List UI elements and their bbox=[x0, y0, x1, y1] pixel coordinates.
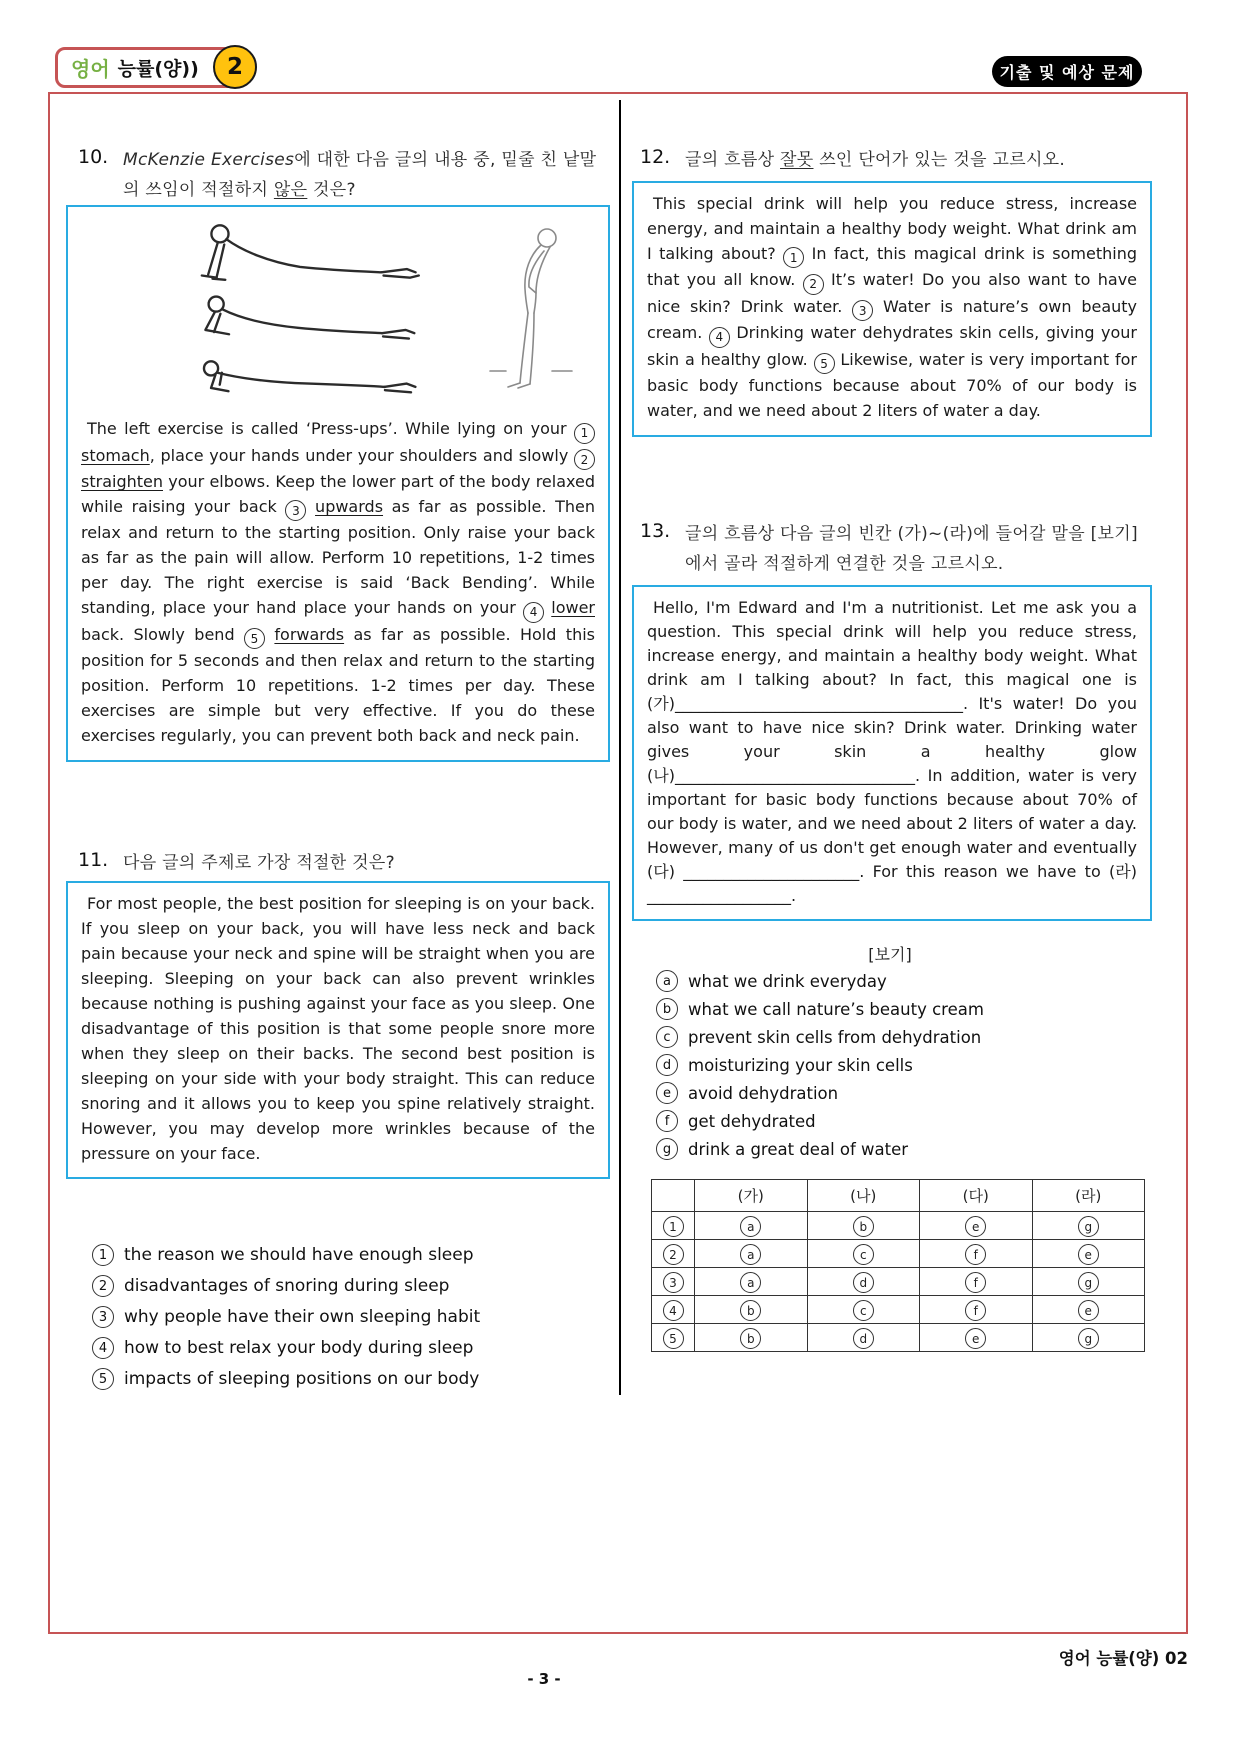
circled-marker: e bbox=[965, 1216, 986, 1237]
option-text: disadvantages of snoring during sleep bbox=[124, 1276, 450, 1296]
text-segment: straighten bbox=[81, 472, 163, 491]
circled-marker: g bbox=[1078, 1216, 1099, 1237]
circled-marker: 5 bbox=[663, 1328, 684, 1349]
table-cell bbox=[652, 1240, 695, 1268]
table-cell bbox=[920, 1268, 1033, 1296]
table-cell bbox=[1032, 1324, 1145, 1352]
circled-marker: b bbox=[853, 1216, 874, 1237]
question-13-number: 13. bbox=[640, 520, 671, 542]
table-cell bbox=[920, 1240, 1033, 1268]
text-segment: back. Slowly bend bbox=[81, 624, 244, 644]
circled-marker: 4 bbox=[709, 327, 730, 348]
option-item bbox=[656, 1082, 1148, 1104]
table-header-cell bbox=[652, 1180, 695, 1212]
circled-marker: d bbox=[853, 1272, 874, 1293]
table-cell bbox=[1032, 1240, 1145, 1268]
circled-marker: 1 bbox=[663, 1216, 684, 1237]
circled-marker: e bbox=[965, 1328, 986, 1349]
circled-marker: 3 bbox=[92, 1306, 114, 1328]
question-10-header bbox=[78, 146, 610, 206]
table-header-cell: (다) bbox=[920, 1180, 1033, 1212]
text-segment: lower bbox=[551, 598, 595, 618]
circled-marker: 1 bbox=[574, 423, 595, 444]
table-cell bbox=[807, 1268, 920, 1296]
circled-marker: b bbox=[656, 998, 678, 1020]
circled-marker: a bbox=[656, 970, 678, 992]
question-12-prompt bbox=[685, 146, 1065, 176]
table-cell bbox=[807, 1212, 920, 1240]
table-cell bbox=[807, 1296, 920, 1324]
text-segment: In fact, this magical drink is something that you all know. bbox=[647, 243, 1137, 290]
circled-marker: 3 bbox=[663, 1272, 684, 1293]
footer-book-label: 영어 능률(양) 02 bbox=[1058, 1649, 1188, 1668]
question-12-header bbox=[640, 146, 1150, 176]
question-11-passage-box bbox=[66, 881, 610, 1179]
question-11-passage: For most people, the best position for sleeping is on your back. If you sleep on your back, you will have less neck and back pain because your neck and spine will be straight when you are sleeping. Sleeping on your back can also prevent wrinkles because nothing is pushing against your face as you sleep. One disadvantage of this position is that some people snore more when they sleep on their backs. The second best position is sleeping on your side with your body straight. This can reduce snoring and it allows you to keep you spine relatively straight. However, you may develop more wrinkles because of the pressure on your face. bbox=[81, 894, 595, 1163]
option-text: impacts of sleeping positions on our body bbox=[124, 1369, 480, 1389]
question-10-passage-box bbox=[66, 205, 610, 762]
option-text: moisturizing your skin cells bbox=[688, 1055, 913, 1075]
table-cell bbox=[807, 1240, 920, 1268]
table-header-cell: (라) bbox=[1032, 1180, 1145, 1212]
circled-marker: e bbox=[1078, 1300, 1099, 1321]
circled-marker: f bbox=[656, 1110, 678, 1132]
circled-marker: f bbox=[965, 1300, 986, 1321]
table-cell bbox=[1032, 1296, 1145, 1324]
text-segment: 것은? bbox=[307, 179, 356, 200]
question-12-passage bbox=[634, 183, 1150, 435]
option-text: why people have their own sleeping habit bbox=[124, 1307, 481, 1327]
circled-marker: d bbox=[853, 1328, 874, 1349]
bogi-label: [보기] bbox=[868, 945, 912, 964]
table-cell bbox=[695, 1296, 808, 1324]
answer-table-wrap bbox=[651, 1179, 1145, 1352]
text-segment: Water is nature’s own beauty cream. bbox=[647, 296, 1138, 343]
text-segment: The left exercise is called ‘Press-ups’. While lying on your bbox=[87, 419, 574, 438]
circled-marker: f bbox=[965, 1244, 986, 1265]
circled-marker: g bbox=[1078, 1328, 1099, 1349]
option-item bbox=[656, 1138, 1148, 1160]
circled-marker: 4 bbox=[523, 602, 544, 623]
text-segment: , place your hands under your shoulders and slowly bbox=[149, 445, 574, 465]
question-11-prompt bbox=[123, 849, 395, 879]
table-row bbox=[652, 1324, 1145, 1352]
table-cell bbox=[920, 1212, 1033, 1240]
circled-marker: 5 bbox=[814, 353, 835, 374]
question-12-passage-box bbox=[632, 181, 1152, 437]
pressup-figure-middle bbox=[148, 289, 448, 345]
table-cell bbox=[652, 1212, 695, 1240]
table-cell bbox=[695, 1240, 808, 1268]
option-item bbox=[92, 1368, 607, 1390]
circled-marker: 2 bbox=[803, 274, 824, 295]
circled-marker: e bbox=[1078, 1244, 1099, 1265]
pressup-figures bbox=[148, 221, 448, 401]
table-cell bbox=[652, 1296, 695, 1324]
table-row bbox=[652, 1240, 1145, 1268]
question-10-passage bbox=[68, 408, 608, 760]
pressup-figure-prone bbox=[148, 351, 448, 401]
table-cell bbox=[695, 1212, 808, 1240]
text-segment: Likewise, water is very important for basic body functions because about 70% of our body is water, and we need about 2 liters of water a day. bbox=[647, 349, 1138, 421]
circled-marker: 1 bbox=[783, 247, 804, 268]
option-item bbox=[656, 1054, 1148, 1076]
text-segment bbox=[265, 625, 274, 644]
circled-marker: g bbox=[1078, 1272, 1099, 1293]
circled-marker: c bbox=[853, 1300, 874, 1321]
text-segment bbox=[306, 497, 315, 516]
text-segment: McKenzie Exercises bbox=[123, 150, 295, 170]
question-13-passage: Hello, I'm Edward and I'm a nutritionist. Let me ask you a question. This special drink will help you reduce stress, increase energy, and maintain a healthy body weight. What drink am I talking about? In fact, this magical one is (가)____________________________________. It's water! Do you also want to have nice skin? Drink water. Drinking water gives your skin a healthy glow (나)______________________________. In addition, water is very important for basic body functions because about 70% of our body is water, and we need about 2 liters of water a day. However, many of us don't get enough water and eventually (다) ______________________. For this reason we have to (라) __________________. bbox=[647, 598, 1137, 905]
round-number-badge: 2 bbox=[213, 45, 257, 89]
circled-marker: b bbox=[740, 1328, 761, 1349]
table-cell bbox=[652, 1268, 695, 1296]
table-cell bbox=[1032, 1212, 1145, 1240]
back-bending-figure bbox=[484, 221, 579, 406]
circled-marker: 2 bbox=[663, 1244, 684, 1265]
page-number: - 3 - bbox=[527, 1670, 561, 1688]
text-segment: 에 대한 다음 글의 내용 중, 밑줄 친 낱말의 쓰임이 적절하지 bbox=[123, 150, 597, 200]
option-text: drink a great deal of water bbox=[688, 1139, 909, 1159]
question-10-prompt bbox=[123, 146, 610, 206]
text-segment: your elbows. Keep the lower part of the body relaxed while raising your back bbox=[81, 472, 595, 516]
text-segment: 잘못 bbox=[780, 150, 814, 170]
text-segment: upwards bbox=[315, 496, 384, 516]
circled-marker: c bbox=[656, 1026, 678, 1048]
question-13-passage-box bbox=[632, 585, 1152, 921]
circled-marker: a bbox=[740, 1272, 761, 1293]
option-item bbox=[656, 970, 1148, 992]
table-row bbox=[652, 1268, 1145, 1296]
text-segment: 글의 흐름상 bbox=[685, 150, 781, 170]
circled-marker: e bbox=[656, 1082, 678, 1104]
table-cell bbox=[1032, 1268, 1145, 1296]
table-row bbox=[652, 1296, 1145, 1324]
text-segment: 쓰인 단어가 있는 것을 고르시오. bbox=[813, 150, 1066, 170]
table-cell bbox=[695, 1324, 808, 1352]
question-11-options bbox=[92, 1244, 607, 1399]
table-cell bbox=[652, 1324, 695, 1352]
circled-marker: 4 bbox=[92, 1337, 114, 1359]
circled-marker: 1 bbox=[92, 1244, 114, 1266]
pressup-figure-extended bbox=[148, 221, 448, 283]
option-item bbox=[92, 1244, 607, 1266]
option-item bbox=[656, 1026, 1148, 1048]
question-11-header bbox=[78, 849, 610, 879]
text-segment: stomach bbox=[81, 445, 150, 465]
table-row bbox=[652, 1212, 1145, 1240]
circled-marker: b bbox=[740, 1300, 761, 1321]
circled-marker: a bbox=[740, 1244, 761, 1265]
text-segment: It’s water! Do you also want to have nice skin? Drink water. bbox=[647, 270, 1138, 316]
table-cell bbox=[920, 1296, 1033, 1324]
circled-marker: 2 bbox=[92, 1275, 114, 1297]
option-text: get dehydrated bbox=[688, 1111, 816, 1131]
subject-label: 영어 bbox=[71, 57, 110, 81]
circled-marker: g bbox=[656, 1138, 678, 1160]
question-11-number: 11. bbox=[78, 849, 109, 871]
option-text: how to best relax your body during sleep bbox=[124, 1338, 474, 1358]
exercise-illustration bbox=[68, 207, 608, 408]
circled-marker: 4 bbox=[663, 1300, 684, 1321]
question-10-number: 10. bbox=[78, 146, 109, 168]
circled-marker: 2 bbox=[574, 449, 595, 470]
option-item bbox=[656, 1110, 1148, 1132]
text-segment: 다음 글의 주제로 가장 적절한 것은? bbox=[123, 853, 395, 873]
text-segment: 않은 bbox=[273, 179, 308, 200]
option-item bbox=[92, 1337, 607, 1359]
table-header-cell: (나) bbox=[807, 1180, 920, 1212]
column-divider bbox=[619, 100, 621, 1395]
circled-marker: c bbox=[853, 1244, 874, 1265]
circled-marker: 3 bbox=[852, 300, 873, 321]
option-text: what we drink everyday bbox=[688, 971, 887, 991]
exam-type-badge: 기출 및 예상 문제 bbox=[992, 56, 1142, 87]
text-segment: This special drink will help you reduce stress, increase energy, and maintain a healthy body weight. What drink am I talking about? bbox=[647, 194, 1137, 263]
option-item bbox=[656, 998, 1148, 1020]
text-segment: Drinking water dehydrates skin cells, giving your skin a healthy glow. bbox=[647, 323, 1137, 369]
text-segment: 글의 흐름상 다음 글의 빈칸 (가)~(라)에 들어갈 말을 [보기]에서 골라 적절하게 연결한 것을 고르시오. bbox=[685, 524, 1138, 574]
circled-marker: a bbox=[740, 1216, 761, 1237]
option-text: prevent skin cells from dehydration bbox=[688, 1027, 982, 1047]
text-segment: forwards bbox=[274, 624, 345, 644]
circled-marker: f bbox=[965, 1272, 986, 1293]
option-text: what we call nature’s beauty cream bbox=[688, 999, 984, 1019]
circled-marker: d bbox=[656, 1054, 678, 1076]
bogi-options bbox=[656, 970, 1148, 1166]
answer-table bbox=[651, 1179, 1145, 1352]
question-13-prompt bbox=[685, 520, 1150, 580]
table-cell bbox=[807, 1324, 920, 1352]
question-13-header bbox=[640, 520, 1150, 580]
text-segment: as far as possible. Hold this position for 5 seconds and then relax and return to the starting position. Perform 10 repetitions. 1-2 times per day. These exercises are simple but very effective. If you do these exercises regularly, you can prevent both back and neck pain. bbox=[81, 624, 595, 746]
circled-marker: 3 bbox=[285, 500, 306, 521]
option-item bbox=[92, 1306, 607, 1328]
table-cell bbox=[920, 1324, 1033, 1352]
text-segment: as far as possible. Then relax and return to the starting position. Only raise your back as far as the pain will allow. Perform 10 repetitions, 1-2 times per day. The right exercise is said ‘Back Bending’. While standing, place your hand place your hands on your bbox=[81, 496, 595, 618]
circled-marker: 5 bbox=[244, 628, 265, 649]
table-cell bbox=[695, 1268, 808, 1296]
book-label: 능률(양)) bbox=[117, 58, 199, 80]
option-text: the reason we should have enough sleep bbox=[124, 1245, 474, 1265]
option-text: avoid dehydration bbox=[688, 1083, 839, 1103]
question-12-number: 12. bbox=[640, 146, 671, 168]
option-item bbox=[92, 1275, 607, 1297]
table-header-cell: (가) bbox=[695, 1180, 808, 1212]
circled-marker: 5 bbox=[92, 1368, 114, 1390]
